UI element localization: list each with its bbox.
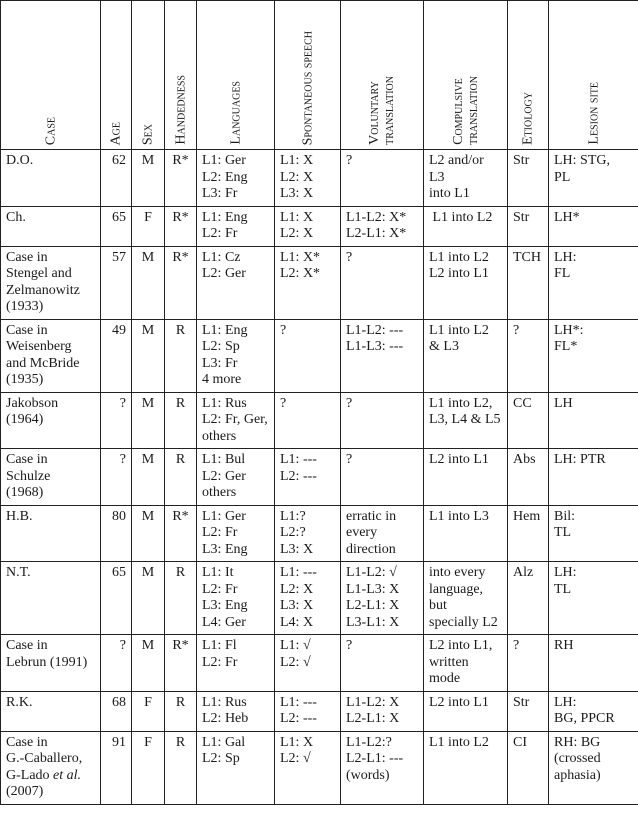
cell-case: Case in Stengel and Zelmanowitz (1933) <box>1 246 101 319</box>
cell-lesion: LH: STG, PL <box>549 150 638 207</box>
cell-spontaneous: L1: --- L2: --- <box>275 691 341 731</box>
cell-spontaneous: L1: X L2: √ <box>275 731 341 804</box>
table-row <box>1 691 638 731</box>
cell-handedness: R <box>165 731 197 804</box>
cell-case: H.B. <box>1 505 101 562</box>
cell-lesion: RH <box>549 635 638 692</box>
cell-voluntary: L1-L2:? L2-L1: --- (words) <box>341 731 424 804</box>
cell-voluntary: L1-L2: X* L2-L1: X* <box>341 206 424 246</box>
cell-handedness: R <box>165 392 197 449</box>
cell-etiology: Str <box>508 206 549 246</box>
cell-compulsive: L2 into L1 <box>424 449 508 506</box>
cell-languages: L1: It L2: Fr L3: Eng L4: Ger <box>197 562 275 635</box>
cell-compulsive: L1 into L2 L2 into L1 <box>424 246 508 319</box>
cell-case: Case in Lebrun (1991) <box>1 635 101 692</box>
cell-etiology: CC <box>508 392 549 449</box>
cell-languages: L1: Bul L2: Ger others <box>197 449 275 506</box>
header-handedness: Handedness <box>165 1 197 150</box>
cell-voluntary: L1-L2: X L2-L1: X <box>341 691 424 731</box>
cell-compulsive: L1 into L2 <box>424 731 508 804</box>
header-spontaneous-speech: Spontaneous speech <box>275 1 341 150</box>
table-row <box>1 635 638 692</box>
cell-languages: L1: Eng L2: Fr <box>197 206 275 246</box>
cell-voluntary: ? <box>341 449 424 506</box>
cell-age: 91 <box>101 731 132 804</box>
cell-languages: L1: Eng L2: Sp L3: Fr 4 more <box>197 319 275 392</box>
header-voluntary-translation: Voluntary translation <box>341 1 424 150</box>
cell-age: 57 <box>101 246 132 319</box>
cell-languages: L1: Rus L2: Heb <box>197 691 275 731</box>
header-row <box>1 1 638 150</box>
cell-compulsive: L2 and/or L3 into L1 <box>424 150 508 207</box>
cell-handedness: R* <box>165 635 197 692</box>
cell-compulsive: L2 into L1, written mode <box>424 635 508 692</box>
cell-sex: F <box>132 731 165 804</box>
cell-case: D.O. <box>1 150 101 207</box>
cell-age: 65 <box>101 206 132 246</box>
cell-lesion: LH: BG, PPCR <box>549 691 638 731</box>
cell-handedness: R <box>165 691 197 731</box>
cell-sex: M <box>132 319 165 392</box>
cell-case: Ch. <box>1 206 101 246</box>
cell-voluntary: L1-L2: √ L1-L3: X L2-L1: X L3-L1: X <box>341 562 424 635</box>
cell-lesion: LH*: FL* <box>549 319 638 392</box>
table-row <box>1 449 638 506</box>
cell-sex: M <box>132 449 165 506</box>
cell-compulsive: L2 into L1 <box>424 691 508 731</box>
cell-languages: L1: Rus L2: Fr, Ger, others <box>197 392 275 449</box>
header-lesion-site: Lesion site <box>549 1 638 150</box>
cell-sex: M <box>132 505 165 562</box>
cell-handedness: R* <box>165 150 197 207</box>
cell-voluntary: ? <box>341 635 424 692</box>
cell-spontaneous: ? <box>275 392 341 449</box>
table-row <box>1 246 638 319</box>
cell-sex: F <box>132 691 165 731</box>
cell-spontaneous: L1: X* L2: X* <box>275 246 341 319</box>
cell-languages: L1: Cz L2: Ger <box>197 246 275 319</box>
cell-age: 65 <box>101 562 132 635</box>
cell-spontaneous: ? <box>275 319 341 392</box>
cell-case: Case in Weisenberg and McBride (1935) <box>1 319 101 392</box>
cell-age: ? <box>101 392 132 449</box>
cell-etiology: TCH <box>508 246 549 319</box>
table-row <box>1 562 638 635</box>
cell-case: Case in G.-Caballero, G-Lado et al. (2007) <box>1 731 101 804</box>
cell-etiology: Str <box>508 150 549 207</box>
cell-sex: M <box>132 392 165 449</box>
cell-case: Case in Schulze (1968) <box>1 449 101 506</box>
cell-handedness: R <box>165 562 197 635</box>
cell-voluntary: ? <box>341 392 424 449</box>
cell-lesion: LH* <box>549 206 638 246</box>
header-etiology: Etiology <box>508 1 549 150</box>
cell-age: 80 <box>101 505 132 562</box>
cell-sex: M <box>132 635 165 692</box>
cell-lesion: LH: PTR <box>549 449 638 506</box>
cell-age: ? <box>101 635 132 692</box>
cell-compulsive: L1 into L3 <box>424 505 508 562</box>
cell-case: R.K. <box>1 691 101 731</box>
header-sex: Sex <box>132 1 165 150</box>
table-row <box>1 392 638 449</box>
cell-sex: M <box>132 562 165 635</box>
cell-handedness: R <box>165 449 197 506</box>
cell-age: 68 <box>101 691 132 731</box>
cell-spontaneous: L1:? L2:? L3: X <box>275 505 341 562</box>
cell-etiology: Alz <box>508 562 549 635</box>
cell-lesion: RH: BG (crossed aphasia) <box>549 731 638 804</box>
cell-lesion: Bil: TL <box>549 505 638 562</box>
table-row <box>1 319 638 392</box>
cell-spontaneous: L1: --- L2: X L3: X L4: X <box>275 562 341 635</box>
cell-age: 62 <box>101 150 132 207</box>
cell-handedness: R <box>165 319 197 392</box>
table-row <box>1 206 638 246</box>
header-case: Case <box>1 1 101 150</box>
cell-compulsive: into every language, but specially L2 <box>424 562 508 635</box>
cell-etiology: ? <box>508 635 549 692</box>
header-compulsive-translation: Compulsive translation <box>424 1 508 150</box>
cell-case: N.T. <box>1 562 101 635</box>
cell-etiology: CI <box>508 731 549 804</box>
cell-sex: F <box>132 206 165 246</box>
table-row <box>1 731 638 804</box>
cell-sex: M <box>132 246 165 319</box>
cell-spontaneous: L1: X L2: X <box>275 206 341 246</box>
cell-age: ? <box>101 449 132 506</box>
cell-compulsive: L1 into L2 & L3 <box>424 319 508 392</box>
cell-sex: M <box>132 150 165 207</box>
cell-handedness: R* <box>165 246 197 319</box>
cell-etiology: Str <box>508 691 549 731</box>
cell-etiology: Abs <box>508 449 549 506</box>
cell-languages: L1: Ger L2: Fr L3: Eng <box>197 505 275 562</box>
header-age: Age <box>101 1 132 150</box>
cell-voluntary: L1-L2: --- L1-L3: --- <box>341 319 424 392</box>
cell-voluntary: ? <box>341 246 424 319</box>
cell-lesion: LH: TL <box>549 562 638 635</box>
table-row <box>1 150 638 207</box>
cell-languages: L1: Ger L2: Eng L3: Fr <box>197 150 275 207</box>
cell-handedness: R* <box>165 206 197 246</box>
cell-voluntary: erratic in every direction <box>341 505 424 562</box>
cell-etiology: ? <box>508 319 549 392</box>
cell-lesion: LH: FL <box>549 246 638 319</box>
cell-spontaneous: L1: X L2: X L3: X <box>275 150 341 207</box>
cell-handedness: R* <box>165 505 197 562</box>
cell-case: Jakobson (1964) <box>1 392 101 449</box>
cell-languages: L1: Gal L2: Sp <box>197 731 275 804</box>
cell-voluntary: ? <box>341 150 424 207</box>
cell-compulsive: L1 into L2, L3, L4 & L5 <box>424 392 508 449</box>
cell-languages: L1: Fl L2: Fr <box>197 635 275 692</box>
cell-lesion: LH <box>549 392 638 449</box>
cell-compulsive: L1 into L2 <box>424 206 508 246</box>
cell-etiology: Hem <box>508 505 549 562</box>
cell-age: 49 <box>101 319 132 392</box>
cell-spontaneous: L1: --- L2: --- <box>275 449 341 506</box>
table-row <box>1 505 638 562</box>
header-languages: Languages <box>197 1 275 150</box>
cell-spontaneous: L1: √ L2: √ <box>275 635 341 692</box>
